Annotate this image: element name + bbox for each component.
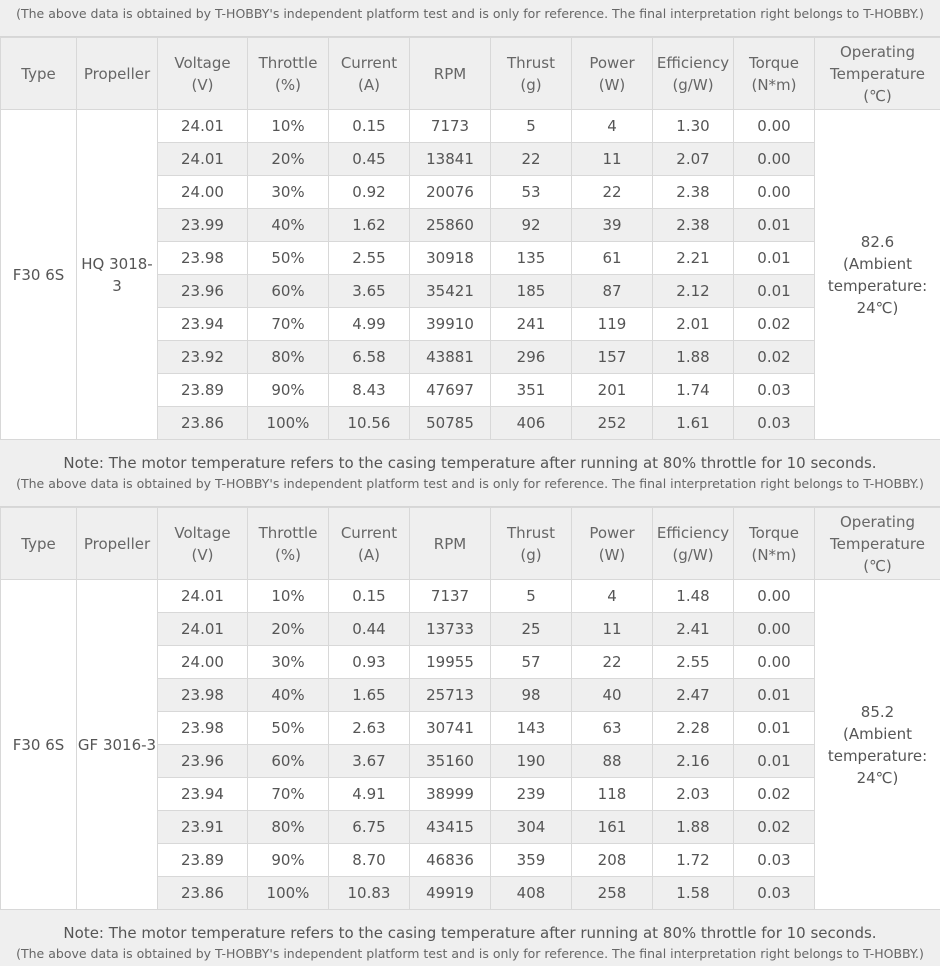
cell-power: 118	[572, 778, 653, 811]
cell-throttle: 70%	[248, 778, 329, 811]
cell-torque: 0.00	[734, 646, 815, 679]
cell-torque: 0.00	[734, 613, 815, 646]
cell-voltage: 24.01	[158, 110, 248, 143]
cell-throttle: 70%	[248, 308, 329, 341]
note-block	[0, 910, 940, 966]
cell-throttle: 50%	[248, 712, 329, 745]
cell-thrust: 57	[491, 646, 572, 679]
column-header-voltage	[158, 38, 248, 110]
cell-efficiency: 2.03	[653, 778, 734, 811]
column-header-thrust	[491, 38, 572, 110]
cell-efficiency: 2.38	[653, 209, 734, 242]
cell-power: 63	[572, 712, 653, 745]
column-header-text: (W)	[598, 75, 626, 94]
cell-current: 3.67	[329, 745, 410, 778]
column-header-type	[1, 38, 77, 110]
cell-efficiency: 2.55	[653, 646, 734, 679]
cell-throttle: 20%	[248, 143, 329, 176]
cell-rpm: 20076	[410, 176, 491, 209]
column-header-text: Current	[340, 53, 398, 72]
cell-torque: 0.02	[734, 811, 815, 844]
column-header-text: Power	[589, 523, 635, 542]
column-header-text: Throttle	[258, 523, 318, 542]
cell-throttle: 60%	[248, 275, 329, 308]
column-header-text: Current	[340, 523, 398, 542]
column-header-thrust	[491, 508, 572, 580]
column-header-rpm	[410, 38, 491, 110]
cell-voltage: 24.00	[158, 646, 248, 679]
cell-throttle: 100%	[248, 877, 329, 910]
cell-voltage: 23.91	[158, 811, 248, 844]
cell-power: 61	[572, 242, 653, 275]
column-header-current	[329, 38, 410, 110]
cell-efficiency: 1.72	[653, 844, 734, 877]
cell-current: 10.83	[329, 877, 410, 910]
cell-power: 87	[572, 275, 653, 308]
cell-rpm: 13841	[410, 143, 491, 176]
cell-current: 6.58	[329, 341, 410, 374]
cell-thrust: 296	[491, 341, 572, 374]
cell-power: 4	[572, 580, 653, 613]
column-header-text: (A)	[358, 75, 380, 94]
cell-rpm: 30741	[410, 712, 491, 745]
cell-power: 119	[572, 308, 653, 341]
table-header-row	[1, 38, 940, 110]
cell-current: 0.15	[329, 110, 410, 143]
cell-thrust: 241	[491, 308, 572, 341]
column-header-text: Operating	[840, 512, 915, 531]
column-header-text: (V)	[191, 545, 214, 564]
cell-voltage: 23.98	[158, 242, 248, 275]
cell-power: 258	[572, 877, 653, 910]
cell-efficiency: 2.01	[653, 308, 734, 341]
cell-torque: 0.01	[734, 209, 815, 242]
column-header-text: Thrust	[506, 523, 556, 542]
cell-thrust: 22	[491, 143, 572, 176]
cell-throttle: 30%	[248, 646, 329, 679]
column-header-rpm	[410, 508, 491, 580]
cell-thrust: 143	[491, 712, 572, 745]
cell-current: 3.65	[329, 275, 410, 308]
cell-power: 252	[572, 407, 653, 440]
motor-type-cell: F30 6S	[1, 110, 77, 440]
column-header-text: (g/W)	[672, 75, 714, 94]
column-header-type	[1, 508, 77, 580]
cell-current: 4.91	[329, 778, 410, 811]
cell-throttle: 60%	[248, 745, 329, 778]
column-header-text: (A)	[358, 545, 380, 564]
temperature-text: (Ambient	[842, 724, 913, 743]
operating-temperature-cell	[815, 580, 940, 910]
cell-rpm: 46836	[410, 844, 491, 877]
column-header-text: RPM	[433, 534, 467, 553]
cell-throttle: 20%	[248, 613, 329, 646]
column-header-efficiency	[653, 508, 734, 580]
cell-power: 22	[572, 646, 653, 679]
column-header-efficiency	[653, 38, 734, 110]
cell-current: 0.45	[329, 143, 410, 176]
cell-efficiency: 1.74	[653, 374, 734, 407]
cell-thrust: 98	[491, 679, 572, 712]
performance-table	[0, 507, 940, 910]
column-header-text: Type	[21, 64, 56, 83]
column-header-text: Voltage	[174, 53, 231, 72]
cell-throttle: 10%	[248, 110, 329, 143]
cell-current: 0.92	[329, 176, 410, 209]
column-header-text: (%)	[275, 75, 301, 94]
cell-torque: 0.02	[734, 778, 815, 811]
cell-voltage: 23.98	[158, 712, 248, 745]
column-header-text: (V)	[191, 75, 214, 94]
cell-current: 0.44	[329, 613, 410, 646]
cell-rpm: 25860	[410, 209, 491, 242]
cell-current: 0.93	[329, 646, 410, 679]
cell-thrust: 239	[491, 778, 572, 811]
cell-power: 11	[572, 143, 653, 176]
column-header-text: (%)	[275, 545, 301, 564]
cell-current: 6.75	[329, 811, 410, 844]
cell-voltage: 23.86	[158, 877, 248, 910]
column-header-text: (W)	[598, 545, 626, 564]
note-block	[0, 440, 940, 507]
cell-torque: 0.02	[734, 308, 815, 341]
cell-throttle: 80%	[248, 341, 329, 374]
temperature-note: Note: The motor temperature refers to the casing temperature after running at 80% throttle for 10 seconds.	[63, 924, 877, 942]
cell-throttle: 90%	[248, 374, 329, 407]
cell-thrust: 190	[491, 745, 572, 778]
cell-torque: 0.00	[734, 580, 815, 613]
cell-rpm: 35421	[410, 275, 491, 308]
cell-voltage: 24.01	[158, 613, 248, 646]
propeller-name: GF 3016-3	[77, 735, 157, 754]
disclaimer: (The above data is obtained by T-HOBBY's independent platform test and is only for reference. The final interpretation right belongs to T-HOBBY.)	[16, 476, 924, 491]
column-header-torque	[734, 508, 815, 580]
cell-throttle: 30%	[248, 176, 329, 209]
column-header-temperature	[815, 508, 940, 580]
cell-torque: 0.01	[734, 745, 815, 778]
cell-thrust: 408	[491, 877, 572, 910]
cell-voltage: 23.99	[158, 209, 248, 242]
column-header-text: (g)	[520, 545, 542, 564]
cell-current: 8.43	[329, 374, 410, 407]
cell-rpm: 35160	[410, 745, 491, 778]
cell-efficiency: 2.28	[653, 712, 734, 745]
cell-efficiency: 1.88	[653, 811, 734, 844]
column-header-propeller	[77, 508, 158, 580]
cell-current: 10.56	[329, 407, 410, 440]
cell-thrust: 185	[491, 275, 572, 308]
motor-type-cell: F30 6S	[1, 580, 77, 910]
cell-torque: 0.00	[734, 110, 815, 143]
column-header-text: (g)	[520, 75, 542, 94]
cell-thrust: 359	[491, 844, 572, 877]
cell-throttle: 40%	[248, 679, 329, 712]
propeller-name-cont: 3	[112, 276, 122, 295]
cell-thrust: 135	[491, 242, 572, 275]
cell-power: 39	[572, 209, 653, 242]
disclaimer: (The above data is obtained by T-HOBBY's independent platform test and is only for reference. The final interpretation right belongs to T-HOBBY.)	[16, 946, 924, 961]
table-row	[1, 580, 940, 613]
column-header-text: Efficiency	[656, 53, 730, 72]
temperature-text: temperature:	[827, 746, 928, 765]
column-header-text: Power	[589, 53, 635, 72]
temperature-text: 82.6	[860, 232, 895, 251]
propeller-cell	[77, 580, 158, 910]
cell-power: 208	[572, 844, 653, 877]
column-header-torque	[734, 38, 815, 110]
cell-efficiency: 2.41	[653, 613, 734, 646]
cell-rpm: 30918	[410, 242, 491, 275]
cell-throttle: 100%	[248, 407, 329, 440]
column-header-text: Voltage	[174, 523, 231, 542]
column-header-propeller	[77, 38, 158, 110]
column-header-text: Operating	[840, 42, 915, 61]
cell-thrust: 304	[491, 811, 572, 844]
cell-throttle: 40%	[248, 209, 329, 242]
cell-power: 201	[572, 374, 653, 407]
column-header-text: Throttle	[258, 53, 318, 72]
column-header-current	[329, 508, 410, 580]
cell-torque: 0.01	[734, 679, 815, 712]
column-header-temperature	[815, 38, 940, 110]
cell-rpm: 38999	[410, 778, 491, 811]
column-header-text: Thrust	[506, 53, 556, 72]
temperature-note: Note: The motor temperature refers to the casing temperature after running at 80% throttle for 10 seconds.	[63, 454, 877, 472]
cell-torque: 0.01	[734, 242, 815, 275]
cell-throttle: 50%	[248, 242, 329, 275]
column-header-text: (N*m)	[751, 545, 797, 564]
cell-rpm: 19955	[410, 646, 491, 679]
cell-rpm: 39910	[410, 308, 491, 341]
cell-current: 4.99	[329, 308, 410, 341]
cell-current: 2.55	[329, 242, 410, 275]
cell-voltage: 23.86	[158, 407, 248, 440]
column-header-voltage	[158, 508, 248, 580]
performance-table	[0, 37, 940, 440]
temperature-text: 24℃)	[856, 298, 899, 317]
cell-torque: 0.03	[734, 407, 815, 440]
cell-torque: 0.02	[734, 341, 815, 374]
cell-current: 1.62	[329, 209, 410, 242]
cell-voltage: 23.94	[158, 778, 248, 811]
cell-rpm: 50785	[410, 407, 491, 440]
column-header-text: Efficiency	[656, 523, 730, 542]
column-header-text: (g/W)	[672, 545, 714, 564]
column-header-throttle	[248, 38, 329, 110]
column-header-power	[572, 38, 653, 110]
cell-thrust: 5	[491, 110, 572, 143]
cell-efficiency: 1.58	[653, 877, 734, 910]
cell-efficiency: 2.16	[653, 745, 734, 778]
cell-efficiency: 1.88	[653, 341, 734, 374]
cell-voltage: 23.96	[158, 745, 248, 778]
cell-voltage: 23.89	[158, 374, 248, 407]
cell-current: 1.65	[329, 679, 410, 712]
cell-throttle: 10%	[248, 580, 329, 613]
cell-rpm: 7173	[410, 110, 491, 143]
top-disclaimer: (The above data is obtained by T-HOBBY's independent platform test and is only for reference. The final interpretation right belongs to T-HOBBY.)	[0, 0, 940, 37]
column-header-text: (℃)	[863, 556, 892, 575]
cell-voltage: 23.96	[158, 275, 248, 308]
cell-torque: 0.00	[734, 143, 815, 176]
column-header-power	[572, 508, 653, 580]
cell-torque: 0.01	[734, 275, 815, 308]
cell-power: 40	[572, 679, 653, 712]
cell-efficiency: 2.12	[653, 275, 734, 308]
cell-efficiency: 2.21	[653, 242, 734, 275]
column-header-text: Propeller	[83, 534, 151, 553]
column-header-text: Temperature	[829, 534, 926, 553]
cell-power: 161	[572, 811, 653, 844]
propeller-cell	[77, 110, 158, 440]
column-header-text: Torque	[749, 523, 799, 542]
cell-rpm: 49919	[410, 877, 491, 910]
cell-rpm: 25713	[410, 679, 491, 712]
cell-current: 2.63	[329, 712, 410, 745]
cell-current: 0.15	[329, 580, 410, 613]
cell-torque: 0.01	[734, 712, 815, 745]
cell-power: 11	[572, 613, 653, 646]
cell-voltage: 24.00	[158, 176, 248, 209]
cell-efficiency: 1.48	[653, 580, 734, 613]
cell-efficiency: 1.30	[653, 110, 734, 143]
column-header-text: Type	[21, 534, 56, 553]
cell-torque: 0.03	[734, 844, 815, 877]
cell-rpm: 13733	[410, 613, 491, 646]
table-header-row	[1, 508, 940, 580]
cell-power: 157	[572, 341, 653, 374]
cell-thrust: 406	[491, 407, 572, 440]
cell-voltage: 23.92	[158, 341, 248, 374]
temperature-text: (Ambient	[842, 254, 913, 273]
cell-voltage: 23.94	[158, 308, 248, 341]
propeller-name: HQ 3018-	[81, 254, 153, 273]
cell-voltage: 24.01	[158, 143, 248, 176]
column-header-text: Torque	[749, 53, 799, 72]
cell-throttle: 90%	[248, 844, 329, 877]
cell-power: 22	[572, 176, 653, 209]
column-header-text: Temperature	[829, 64, 926, 83]
cell-rpm: 43415	[410, 811, 491, 844]
cell-rpm: 43881	[410, 341, 491, 374]
cell-voltage: 23.98	[158, 679, 248, 712]
cell-current: 8.70	[329, 844, 410, 877]
column-header-text: RPM	[433, 64, 467, 83]
temperature-text: 85.2	[860, 702, 895, 721]
cell-thrust: 351	[491, 374, 572, 407]
temperature-text: temperature:	[827, 276, 928, 295]
column-header-text: Propeller	[83, 64, 151, 83]
cell-power: 88	[572, 745, 653, 778]
cell-thrust: 25	[491, 613, 572, 646]
cell-throttle: 80%	[248, 811, 329, 844]
table-row	[1, 110, 940, 143]
cell-rpm: 47697	[410, 374, 491, 407]
temperature-text: 24℃)	[856, 768, 899, 787]
cell-thrust: 92	[491, 209, 572, 242]
cell-thrust: 53	[491, 176, 572, 209]
cell-voltage: 23.89	[158, 844, 248, 877]
cell-efficiency: 1.61	[653, 407, 734, 440]
cell-voltage: 24.01	[158, 580, 248, 613]
cell-torque: 0.03	[734, 374, 815, 407]
cell-torque: 0.00	[734, 176, 815, 209]
operating-temperature-cell	[815, 110, 940, 440]
cell-thrust: 5	[491, 580, 572, 613]
cell-efficiency: 2.38	[653, 176, 734, 209]
cell-power: 4	[572, 110, 653, 143]
column-header-throttle	[248, 508, 329, 580]
cell-torque: 0.03	[734, 877, 815, 910]
column-header-text: (N*m)	[751, 75, 797, 94]
cell-efficiency: 2.47	[653, 679, 734, 712]
tables-container	[0, 37, 940, 966]
column-header-text: (℃)	[863, 86, 892, 105]
cell-efficiency: 2.07	[653, 143, 734, 176]
cell-rpm: 7137	[410, 580, 491, 613]
